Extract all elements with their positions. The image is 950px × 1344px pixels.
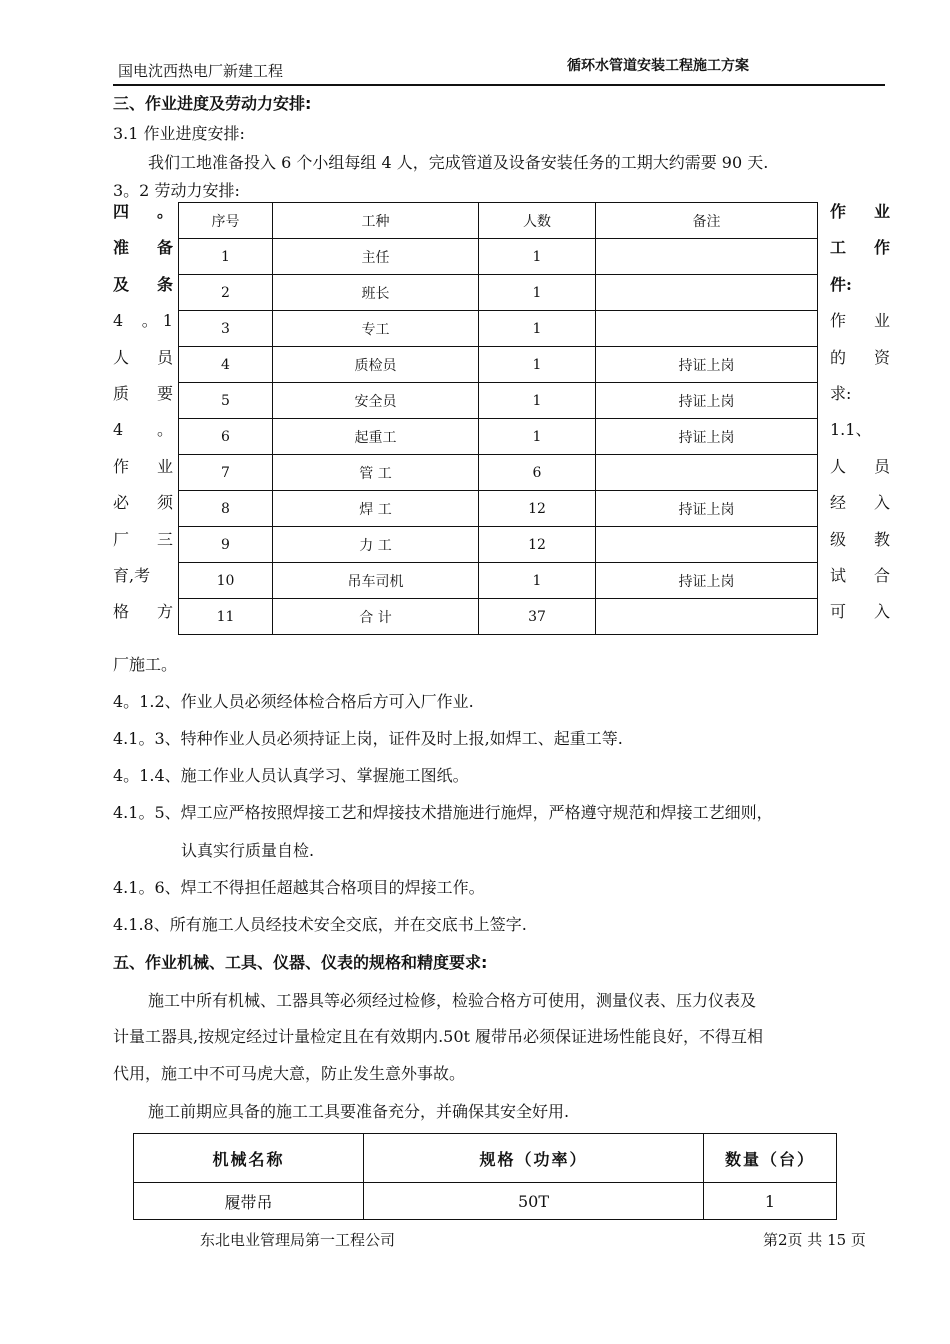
left-column-fragment: 。: [156, 420, 173, 440]
right-column-fragment: 经: [830, 493, 847, 513]
left-column-fragment: 备: [156, 238, 173, 258]
col-header-machine-name: 机械名称: [134, 1134, 364, 1183]
left-column-fragment: 4: [113, 420, 124, 440]
table-row: [179, 455, 818, 491]
footer-page-number: 第2页 共 15 页: [763, 1231, 866, 1249]
left-column-fragment: 厂: [113, 529, 130, 549]
table-row: [179, 599, 818, 635]
left-column-line: [113, 194, 173, 230]
table-row: [179, 311, 818, 347]
right-column-fragment: 业: [873, 311, 890, 331]
section3-1-text: 我们工地准备投入 6 个小组每组 4 人，完成管道及设备安装任务的工期大约需要 90 天.: [148, 153, 769, 172]
right-column-line: [830, 230, 890, 266]
count-cell: 12: [479, 527, 596, 563]
right-wrapped-text-column: [830, 194, 890, 631]
trade-cell: 质检员: [273, 347, 479, 383]
section3-1-title: 3.1 作业进度安排:: [113, 124, 245, 143]
right-column-line: [830, 340, 890, 376]
count-cell: 1: [479, 419, 596, 455]
index-cell: 8: [179, 491, 273, 527]
right-column-fragment: 1.1、: [830, 420, 872, 440]
right-column-fragment: 工: [830, 238, 847, 258]
machine-spec-cell: 50T: [364, 1183, 704, 1220]
left-column-fragment: 。 1: [141, 311, 173, 331]
col-header-quantity: 数量（台）: [704, 1134, 837, 1183]
left-column-fragment: 须: [156, 493, 173, 513]
index-cell: 11: [179, 599, 273, 635]
right-column-fragment: 作: [830, 311, 847, 331]
table-row: [179, 419, 818, 455]
right-column-fragment: 级: [830, 529, 847, 549]
right-column-line: [830, 594, 890, 630]
left-column-fragment: 方: [156, 602, 173, 622]
trade-cell: 焊 工: [273, 491, 479, 527]
remark-cell: 持证上岗: [596, 347, 818, 383]
left-column-line: [113, 412, 173, 448]
col-header-trade: 工种: [273, 203, 479, 239]
left-column-fragment: 育,考: [113, 565, 151, 585]
right-column-fragment: 可: [830, 602, 847, 622]
section3-heading: 三、作业进度及劳动力安排:: [113, 94, 312, 113]
section5-heading: 五、作业机械、工具、仪器、仪表的规格和精度要求:: [113, 953, 488, 972]
left-column-fragment: 及: [113, 274, 130, 294]
index-cell: 7: [179, 455, 273, 491]
trade-cell: 起重工: [273, 419, 479, 455]
machine-table-header-row: [134, 1134, 837, 1183]
paragraph-continuation: 厂施工。: [113, 655, 178, 674]
left-column-fragment: 。: [156, 202, 173, 221]
section5-text2: 施工前期应具备的施工工具要准备充分，并确保其安全好用.: [148, 1102, 570, 1121]
index-cell: 9: [179, 527, 273, 563]
left-column-fragment: 业: [156, 456, 173, 476]
paragraph-4-1-6: 4.1。6、焊工不得担任超越其合格项目的焊接工作。: [113, 878, 485, 897]
remark-cell: [596, 311, 818, 347]
index-cell: 10: [179, 563, 273, 599]
count-cell: 1: [479, 275, 596, 311]
right-column-fragment: 业: [873, 202, 890, 221]
left-column-fragment: 三: [156, 529, 173, 549]
trade-cell: 班长: [273, 275, 479, 311]
table-row: [179, 383, 818, 419]
left-column-line: [113, 267, 173, 303]
table-row: [134, 1183, 837, 1220]
left-column-line: [113, 449, 173, 485]
table-row: [179, 563, 818, 599]
index-cell: 3: [179, 311, 273, 347]
count-cell: 1: [479, 383, 596, 419]
count-cell: 12: [479, 491, 596, 527]
left-wrapped-text-column: [113, 194, 173, 631]
count-cell: 1: [479, 563, 596, 599]
trade-cell: 安全员: [273, 383, 479, 419]
right-column-fragment: 求:: [830, 383, 852, 403]
trade-cell: 吊车司机: [273, 563, 479, 599]
machine-table: [133, 1133, 837, 1220]
remark-cell: [596, 599, 818, 635]
left-column-fragment: 四: [113, 202, 130, 221]
left-column-line: [113, 594, 173, 630]
count-cell: 1: [479, 239, 596, 275]
table-row: [179, 527, 818, 563]
count-cell: 6: [479, 455, 596, 491]
paragraph-4-1-5-cont: 认真实行质量自检.: [181, 841, 315, 860]
right-column-fragment: 员: [873, 456, 890, 476]
right-column-fragment: 资: [873, 347, 890, 367]
count-cell: 1: [479, 311, 596, 347]
right-column-fragment: 入: [873, 493, 890, 513]
right-column-line: [830, 267, 890, 303]
col-header-remark: 备注: [596, 203, 818, 239]
right-column-line: [830, 303, 890, 339]
left-column-line: [113, 376, 173, 412]
trade-cell: 力 工: [273, 527, 479, 563]
labour-table-body: [179, 239, 818, 635]
left-column-line: [113, 340, 173, 376]
paragraph-4-1-8: 4.1.8、所有施工人员经技术安全交底，并在交底书上签字.: [113, 915, 527, 934]
left-column-line: [113, 485, 173, 521]
count-cell: 1: [479, 347, 596, 383]
right-column-fragment: 人: [830, 456, 847, 476]
left-column-fragment: 要: [156, 383, 173, 403]
left-column-line: [113, 522, 173, 558]
left-column-fragment: 员: [156, 347, 173, 367]
remark-cell: 持证上岗: [596, 419, 818, 455]
right-column-fragment: 合: [873, 565, 890, 585]
machine-quantity-cell: 1: [704, 1183, 837, 1220]
table-row: [179, 491, 818, 527]
labour-table: [178, 202, 818, 635]
right-column-fragment: 教: [873, 529, 890, 549]
footer-company: 东北电业管理局第一工程公司: [200, 1231, 396, 1249]
header-document-title: 循环水管道安装工程施工方案: [567, 58, 749, 74]
left-column-fragment: 格: [113, 602, 130, 622]
left-column-line: [113, 303, 173, 339]
remark-cell: [596, 275, 818, 311]
remark-cell: [596, 455, 818, 491]
left-column-fragment: 4: [113, 311, 124, 331]
remark-cell: 持证上岗: [596, 563, 818, 599]
left-column-fragment: 人: [113, 347, 130, 367]
table-row: [179, 347, 818, 383]
right-column-fragment: 试: [830, 565, 847, 585]
left-column-fragment: 作: [113, 456, 130, 476]
labour-table-header-row: [179, 203, 818, 239]
paragraph-4-1-5: 4.1。5、焊工应严格按照焊接工艺和焊接技术措施进行施焊，严格遵守规范和焊接工艺细则，: [113, 803, 773, 822]
trade-cell: 合 计: [273, 599, 479, 635]
paragraph-4-1-2: 4。1.2、作业人员必须经体检合格后方可入厂作业.: [113, 692, 474, 711]
trade-cell: 管 工: [273, 455, 479, 491]
remark-cell: [596, 527, 818, 563]
col-header-spec: 规格（功率）: [364, 1134, 704, 1183]
right-column-line: [830, 522, 890, 558]
remark-cell: 持证上岗: [596, 383, 818, 419]
machine-name-cell: 履带吊: [134, 1183, 364, 1220]
left-column-fragment: 条: [156, 274, 173, 294]
right-column-line: [830, 194, 890, 230]
left-column-fragment: 准: [113, 238, 130, 258]
right-column-line: [830, 412, 890, 448]
paragraph-4-1-4: 4。1.4、施工作业人员认真学习、掌握施工图纸。: [113, 766, 469, 785]
paragraph-4-1-3: 4.1。3、特种作业人员必须持证上岗，证件及时上报,如焊工、起重工等.: [113, 729, 623, 748]
right-column-fragment: 件:: [830, 274, 852, 294]
table-row: [179, 275, 818, 311]
index-cell: 1: [179, 239, 273, 275]
section3-2-title: 3。2 劳动力安排:: [113, 181, 240, 200]
left-column-line: [113, 230, 173, 266]
right-column-fragment: 的: [830, 347, 847, 367]
trade-cell: 专工: [273, 311, 479, 347]
index-cell: 4: [179, 347, 273, 383]
count-cell: 37: [479, 599, 596, 635]
section5-text-line3: 代用，施工中不可马虎大意，防止发生意外事故。: [113, 1064, 466, 1083]
col-header-index: 序号: [179, 203, 273, 239]
index-cell: 6: [179, 419, 273, 455]
header-divider: [113, 84, 885, 86]
right-column-line: [830, 558, 890, 594]
remark-cell: 持证上岗: [596, 491, 818, 527]
left-column-line: [113, 558, 173, 594]
trade-cell: 主任: [273, 239, 479, 275]
section5-text-line2: 计量工器具,按规定经过计量检定且在有效期内.50t 履带吊必须保证进场性能良好，不得互相: [113, 1027, 764, 1046]
table-row: [179, 239, 818, 275]
right-column-line: [830, 376, 890, 412]
right-column-fragment: 入: [873, 602, 890, 622]
right-column-line: [830, 449, 890, 485]
left-column-fragment: 必: [113, 493, 130, 513]
col-header-count: 人数: [479, 203, 596, 239]
header-project-name: 国电沈西热电厂新建工程: [118, 62, 284, 80]
index-cell: 2: [179, 275, 273, 311]
right-column-fragment: 作: [873, 238, 890, 258]
right-column-fragment: 作: [830, 202, 847, 221]
index-cell: 5: [179, 383, 273, 419]
remark-cell: [596, 239, 818, 275]
right-column-line: [830, 485, 890, 521]
section5-text-line1: 施工中所有机械、工器具等必须经过检修，检验合格方可使用，测量仪表、压力仪表及: [148, 991, 757, 1010]
left-column-fragment: 质: [113, 383, 130, 403]
